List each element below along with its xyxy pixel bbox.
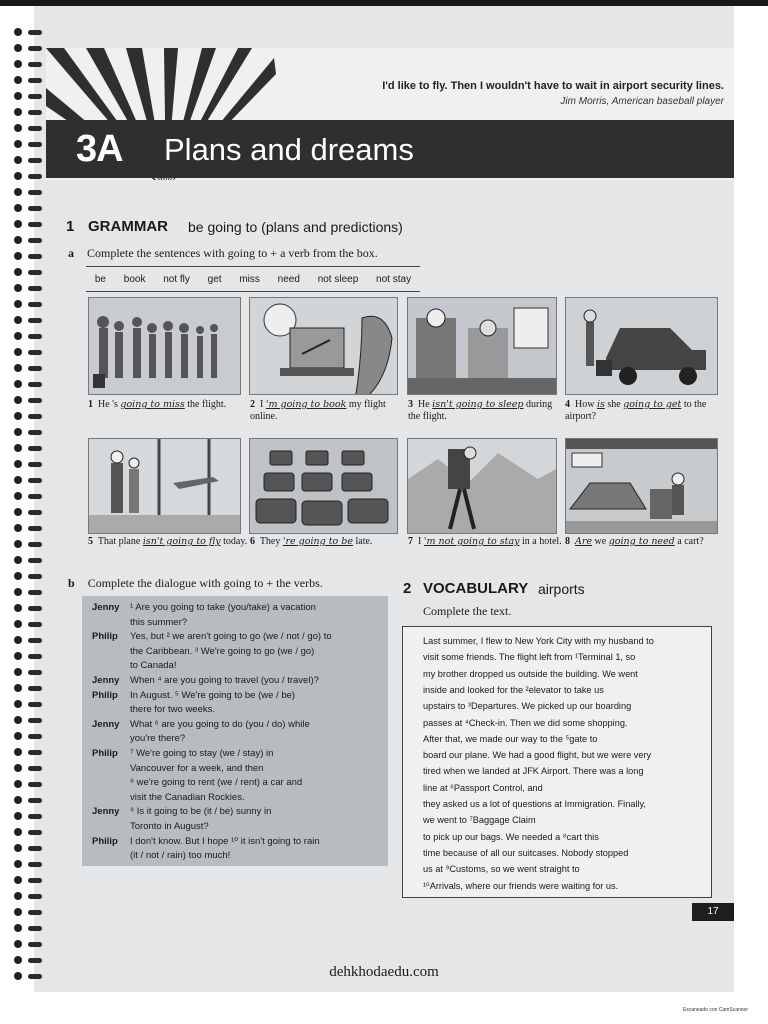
answer-5[interactable]: isn't going to fly [142,536,221,547]
binding-hole [14,124,22,132]
website-footer: dehkhodaedu.com [329,964,439,980]
binding-hole [14,252,22,260]
binding-ring [28,270,42,275]
unit-number: 3A [76,128,123,170]
binding-ring [28,702,42,707]
vocabulary-text-line: my brother dropped us outside the building. We went [423,668,638,679]
binding-hole [14,716,22,724]
binding-ring [28,382,42,387]
picture-7-hiker [407,438,557,534]
word-box-item: miss [239,273,260,285]
binding-hole [14,476,22,484]
dialogue-line: ⁸ we're going to rent (we / rent) a car and [130,777,303,789]
hiker-illustration [408,439,556,533]
binding-hole [14,812,22,820]
binding-hole [14,220,22,228]
answer-4a[interactable]: is [596,399,605,410]
binding-ring [28,494,42,499]
binding-ring [28,446,42,451]
binding-hole [14,764,22,772]
dialogue-line: Toronto in August? [130,821,209,832]
binding-hole [14,204,22,212]
binding-ring [28,222,42,227]
binding-hole [14,636,22,644]
binding-ring [28,254,42,259]
binding-ring [28,462,42,467]
answer-1[interactable]: going to miss [120,399,185,410]
word-box-item: book [123,273,146,285]
binding-ring [28,718,42,723]
dialogue-line: When ⁴ are you going to travel (you / travel)? [130,675,319,686]
vocabulary-text-line: tired when we landed at JFK Airport. There was a long [423,766,644,777]
binding-ring [28,30,42,35]
word-box-item: be [94,273,106,285]
binding-hole [14,780,22,788]
binding-ring [28,926,42,931]
caption-4: 4 How is she going to get to the airport? [565,399,707,422]
binding-ring [28,414,42,419]
binding-hole [14,860,22,868]
unit-header [46,48,734,180]
binding-ring [28,110,42,115]
binding-hole [14,316,22,324]
binding-hole [14,428,22,436]
binding-hole [14,268,22,276]
word-box-item: not fly [163,273,190,285]
binding-hole [14,524,22,532]
caption-7: 7 I 'm not going to stay in a hotel. [408,536,562,547]
dialogue-speaker: Jenny [92,806,120,818]
binding-hole [14,44,22,52]
dialogue-speaker: Jenny [92,718,120,730]
dialogue-line: the Caribbean. ³ We're going to go (we / go) [130,645,315,657]
binding-ring [28,286,42,291]
binding-ring [28,94,42,99]
binding-ring [28,526,42,531]
section-1-number: 1 [66,218,75,235]
caption-8: 8 Are we going to need a cart? [565,536,704,547]
binding-hole [14,908,22,916]
vocabulary-text-line: they asked us a lot of questions at Immigration. Finally, [423,799,646,809]
section-2-number: 2 [403,580,412,597]
dialogue-speaker: Philip [92,835,118,847]
binding-ring [28,862,42,867]
binding-ring [28,142,42,147]
binding-ring [28,894,42,899]
binding-hole [14,892,22,900]
binding-hole [14,668,22,676]
binding-ring [28,46,42,51]
binding-ring [28,734,42,739]
vocabulary-text-box [402,626,712,898]
picture-6-traffic [249,438,398,534]
word-box-item: need [277,273,300,285]
binding-ring [28,430,42,435]
unit-title: Plans and dreams [164,132,414,167]
binding-ring [28,686,42,691]
picture-5-window [88,438,241,534]
binding-ring [28,558,42,563]
binding-ring [28,622,42,627]
binding-ring [28,238,42,243]
plane-seats-illustration [408,298,556,394]
vocabulary-text-line: ¹⁰Arrivals, where our friends were waiting for us. [423,880,619,891]
quote-author: Jim Morris, American baseball player [560,96,724,107]
vocabulary-text-line: Last summer, I flew to New York City with my husband to [423,636,654,646]
binding-ring [28,670,42,675]
binding-hole [14,540,22,548]
binding-hole [14,652,22,660]
binding-ring [28,350,42,355]
caption-2: 2 I 'm going to book my flight online. [250,399,386,422]
caption-6: 6 They 're going to be late. [250,536,373,547]
vocabulary-text-line: line at ⁶Passport Control, and [423,782,543,793]
binding-hole [14,300,22,308]
picture-8-airport [565,438,718,534]
binding-ring [28,654,42,659]
binding-hole [14,172,22,180]
section-1-subtitle: be going to (plans and predictions) [188,219,403,235]
section-2-instruction: Complete the text. [423,604,512,618]
dialogue-line: ⁹ Is it going to be (it / be) sunny in [130,806,272,818]
binding-hole [14,604,22,612]
binding-ring [28,334,42,339]
traffic-illustration [250,439,397,533]
binding-hole [14,956,22,964]
binding-ring [28,830,42,835]
word-box [86,266,420,292]
vocabulary-text-line: upstairs to ³Departures. We picked up our boarding [423,701,632,712]
binding-ring [28,190,42,195]
binding-ring [28,798,42,803]
binding-ring [28,814,42,819]
vocabulary-text-line: visit some friends. The flight left from ¹Terminal 1, so [423,652,636,663]
binding-hole [14,332,22,340]
caption-3: 3 He isn't going to sleep during the flight. [408,399,553,422]
part-b-letter: b [68,576,75,590]
binding-hole [14,188,22,196]
queue-illustration [89,298,240,394]
binding-hole [14,572,22,580]
dialogue-line: Vancouver for a week, and then [130,762,264,774]
binding-hole [14,940,22,948]
picture-4-car [565,297,718,395]
binding-hole [14,684,22,692]
dialogue-line: Yes, but ² we aren't going to go (we / not / go) to [130,631,332,643]
answer-7[interactable]: 'm not going to stay [423,536,520,547]
binding-ring [28,846,42,851]
binding-hole [14,700,22,708]
binding-ring [28,766,42,771]
part-a-instruction: Complete the sentences with going to + a verb from the box. [87,246,378,260]
answer-2[interactable]: 'm going to book [265,399,347,410]
binding-ring [28,510,42,515]
dialogue-line: there for two weeks. [130,704,216,716]
binding-hole [14,364,22,372]
binding-ring [28,910,42,915]
binding-hole [14,236,22,244]
binding-hole [14,876,22,884]
binding-ring [28,318,42,323]
scanner-watermark: Escaneado con CamScanner [682,1007,748,1013]
picture-2-laptop [249,297,398,395]
word-box-item: get [207,273,222,285]
vocabulary-text-line: we went to ⁷Baggage Claim [423,815,536,826]
word-box-item: not stay [376,273,412,285]
dialogue-speaker: Philip [92,631,118,643]
dialogue-speaker: Jenny [92,675,120,686]
section-2-title: VOCABULARY [423,580,529,597]
unit-title-bar [46,120,734,178]
binding-hole [14,460,22,468]
binding-hole [14,348,22,356]
answer-3[interactable]: isn't going to sleep [432,399,524,410]
binding-hole [14,444,22,452]
part-a-letter: a [68,246,74,260]
binding-ring [28,302,42,307]
vocabulary-text-line: to pick up our bags. We needed a ⁸cart this [423,831,599,842]
dialogue-line: ¹ Are you going to take (you/take) a vacation [130,602,316,613]
dialogue-line: In August. ⁵ We're going to be (we / be) [130,689,296,701]
binding-hole [14,556,22,564]
binding-ring [28,206,42,211]
binding-hole [14,380,22,388]
answer-8b[interactable]: going to need [608,536,675,547]
binding-hole [14,412,22,420]
binding-ring [28,542,42,547]
binding-hole [14,60,22,68]
part-b-instruction: Complete the dialogue with going to + the verbs. [87,576,323,590]
binding-hole [14,108,22,116]
binding-ring [28,158,42,163]
binding-ring [28,606,42,611]
binding-hole [14,732,22,740]
binding-hole [14,492,22,500]
laptop-illustration [250,298,397,394]
binding-ring [28,478,42,483]
dialogue-line: you're there? [130,733,186,745]
page-number: 17 [692,903,734,921]
word-box-item: not sleep [317,273,359,285]
picture-3-plane-seats [407,297,557,395]
dialogue-speaker: Philip [92,748,118,759]
part-b-instruction-row [68,576,323,591]
answer-6[interactable]: 're going to be [282,536,353,547]
binding-hole [14,284,22,292]
vocabulary-text-line: us at ⁹Customs, so we went straight to [423,864,580,875]
binding-ring [28,590,42,595]
binding-hole [14,844,22,852]
section-2-subtitle: airports [538,581,585,597]
dialogue-line: ⁷ We're going to stay (we / stay) in [130,748,274,759]
section-1-title: GRAMMAR [88,218,168,235]
dialogue-line: visit the Canadian Rockies. [130,791,245,803]
airport-illustration [566,439,717,533]
dialogue-line: this summer? [130,616,188,628]
binding-ring [28,174,42,179]
spiral-binding [0,0,46,1000]
dialogue-line: to Canada! [130,660,177,672]
part-a-instruction-row [68,246,378,261]
binding-ring [28,398,42,403]
binding-hole [14,92,22,100]
picture-1-queue [88,297,241,395]
vocabulary-text-line: After that, we made our way to the ⁵gate to [423,733,598,744]
binding-hole [14,588,22,596]
answer-4b[interactable]: going to get [623,399,682,410]
dialogue-line: What ⁶ are you going to do (you / do) while [130,718,310,730]
dialogue-line: (it / not / rain) too much! [130,850,231,862]
binding-ring [28,126,42,131]
dialogue-line: I don't know. But I hope ¹⁰ it isn't going to rain [130,835,320,847]
binding-hole [14,828,22,836]
binding-hole [14,620,22,628]
header-quote: I'd like to fly. Then I wouldn't have to wait in airport security lines. [382,80,724,92]
binding-hole [14,28,22,36]
vocabulary-text-line: passes at ⁴Check-in. Then we did some shopping. [423,717,628,728]
binding-hole [14,796,22,804]
binding-ring [28,958,42,963]
dialogue-box [82,596,388,866]
answer-8a[interactable]: Are [575,536,593,547]
binding-hole [14,924,22,932]
vocabulary-text-line: board our plane. We had a good flight, but we were very [423,750,652,761]
caption-5: 5 That plane isn't going to fly today. [88,536,248,547]
caption-1: 1 He 's going to miss the flight. [88,399,227,410]
window-illustration [89,439,240,533]
binding-ring [28,942,42,947]
car-illustration [566,298,717,394]
binding-ring [28,574,42,579]
binding-ring [28,638,42,643]
vocabulary-text-line: inside and looked for the ²elevator to take us [423,684,604,695]
binding-hole [14,140,22,148]
dialogue-speaker: Jenny [92,602,120,613]
binding-hole [14,396,22,404]
binding-ring [28,62,42,67]
binding-ring [28,366,42,371]
binding-ring [28,750,42,755]
binding-ring [28,78,42,83]
binding-hole [14,76,22,84]
binding-ring [28,878,42,883]
dialogue-speaker: Philip [92,689,118,701]
binding-hole [14,508,22,516]
binding-hole [14,748,22,756]
binding-ring [28,782,42,787]
binding-hole [14,156,22,164]
vocabulary-text-line: time because of all our suitcases. Nobody stopped [423,847,629,858]
